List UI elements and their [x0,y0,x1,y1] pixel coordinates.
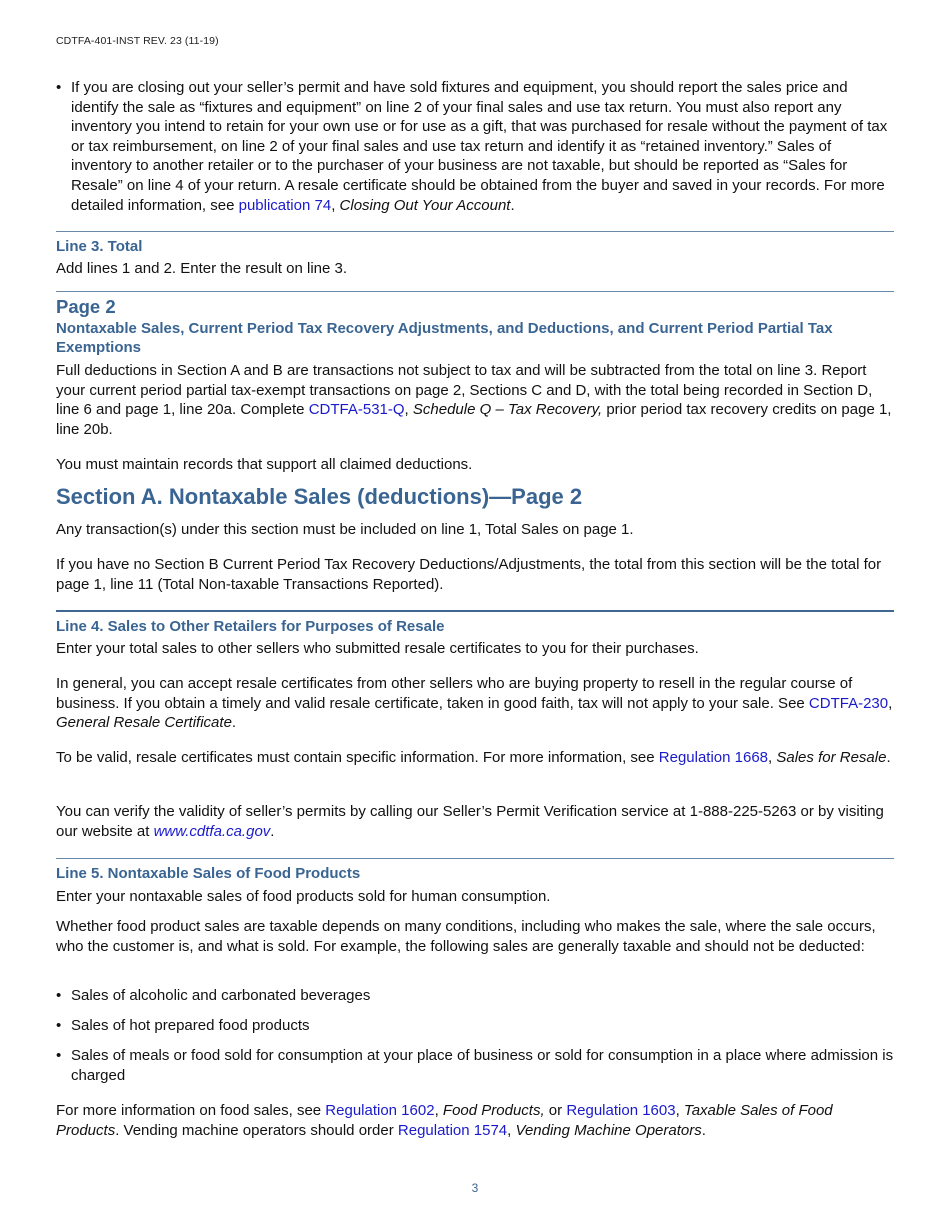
line3-text: Add lines 1 and 2. Enter the result on line 3. [56,260,348,277]
list-item: • Sales of meals or food sold for consumption at your place of business or sold for consumption in a place where admission is charged [56,1046,894,1085]
line3-heading: Line 3. Total [56,238,143,255]
cdtfa-website-link[interactable]: www.cdtfa.ca.gov [153,822,271,840]
divider [56,231,894,232]
regulation-1602-link[interactable]: Regulation 1602 [325,1102,435,1119]
section-a-paragraph-1: Any transaction(s) under this section must be included on line 1, Total Sales on page 1. [56,521,634,538]
section-a-paragraph-2: If you have no Section B Current Period Tax Recovery Deductions/Adjustments, the total from this section will be the total for page 1, line 11 (Total Non-taxable Transactions Reported). [56,556,882,593]
publication-74-link[interactable]: publication 74 [238,196,332,214]
taxable-sales-list [56,986,894,1086]
regulation-1668-link[interactable]: Regulation 1668 [658,749,769,766]
line4-paragraph-4: You can verify the validity of seller’s permits by calling our Seller’s Permit Verification service at 1-888-225-5263 or by visiting our website at www.cdtfa.ca.gov. [56,803,884,840]
list-item: • Sales of alcoholic and carbonated beverages [56,986,894,1006]
list-item: • Sales of hot prepared food products [56,1016,894,1036]
page2-paragraph-1: Full deductions in Section A and B are transactions not subject to tax and will be subtracted from the total on line 3. Report your current period partial tax-exempt transactions on page 2, Sections C and D, with the total being recorded in Section D, line 6 and page 1, line 20a. Complete CDTFA-531-Q, Schedule Q – Tax Recovery, prior period tax recovery credits on page 1, line 20b. [56,362,892,438]
intro-bullet-list [56,78,894,215]
line4-paragraph-2: In general, you can accept resale certificates from other sellers who are buying property to resell in the regular course of business. If you obtain a timely and valid resale certificate, taken in good faith, tax will not apply to your sale. See CDTFA-230, General Resale Certificate. [56,675,893,732]
divider [56,291,894,292]
page2-heading: Page 2 [56,296,116,317]
cdtfa-230-link[interactable]: CDTFA-230 [808,694,889,712]
cdtfa-531-q-link[interactable]: CDTFA-531-Q [308,401,405,419]
line4-paragraph-3: To be valid, resale certificates must contain specific information. For more information, see Regulation 1668, Sales for Resale. [56,749,891,766]
line5-paragraph-3: For more information on food sales, see Regulation 1602, Food Products, or Regulation 1603, Taxable Sales of Food Products. Vending machine operators should order Regulation 1574, Vending Machine Operators. [56,1102,833,1139]
line5-heading: Line 5. Nontaxable Sales of Food Products [56,865,361,882]
page2-subheading: Nontaxable Sales, Current Period Tax Recovery Adjustments, and Deductions, and Current Period Partial Tax Exemptions [56,320,833,356]
form-id: CDTFA-401-INST REV. 23 (11-19) [56,35,219,47]
line4-paragraph-1: Enter your total sales to other sellers who submitted resale certificates to you for their purchases. [56,640,699,657]
list-item: • If you are closing out your seller’s permit and have sold fixtures and equipment, you should report the sales price and identify the sale as “fixtures and equipment” on line 2 of your final sales and use tax return. You must also report any inventory you intend to retain for your own use or for use as a gift, that was purchased for resale without the payment of tax or tax reimbursement, on line 2 of your final sales and use tax return and identify it as “retained inventory.” Sales of inventory to another retailer or to the purchaser of your business are not taxable, but should be reported as “Sales for Resale” on line 4 of your return. A resale certificate should be obtained from the buyer and saved in your records. For more detailed information, see publication 74, Closing Out Your Account. [56,78,894,215]
page2-paragraph-2: You must maintain records that support all claimed deductions. [56,456,473,473]
line4-heading: Line 4. Sales to Other Retailers for Purposes of Resale [56,618,445,635]
regulation-1603-link[interactable]: Regulation 1603 [566,1102,676,1119]
divider [56,610,894,612]
line5-paragraph-1: Enter your nontaxable sales of food products sold for human consumption. [56,888,551,905]
section-a-heading: Section A. Nontaxable Sales (deductions)—Page 2 [56,484,583,509]
regulation-1574-link[interactable]: Regulation 1574 [397,1121,508,1139]
divider [56,858,894,859]
line5-paragraph-2: Whether food product sales are taxable depends on many conditions, including who makes the sale, where the sale occurs, who the customer is, and what is sold. For example, the following sales are generally taxable and should not be deducted: [56,918,876,955]
page-number: 3 [471,1181,479,1195]
